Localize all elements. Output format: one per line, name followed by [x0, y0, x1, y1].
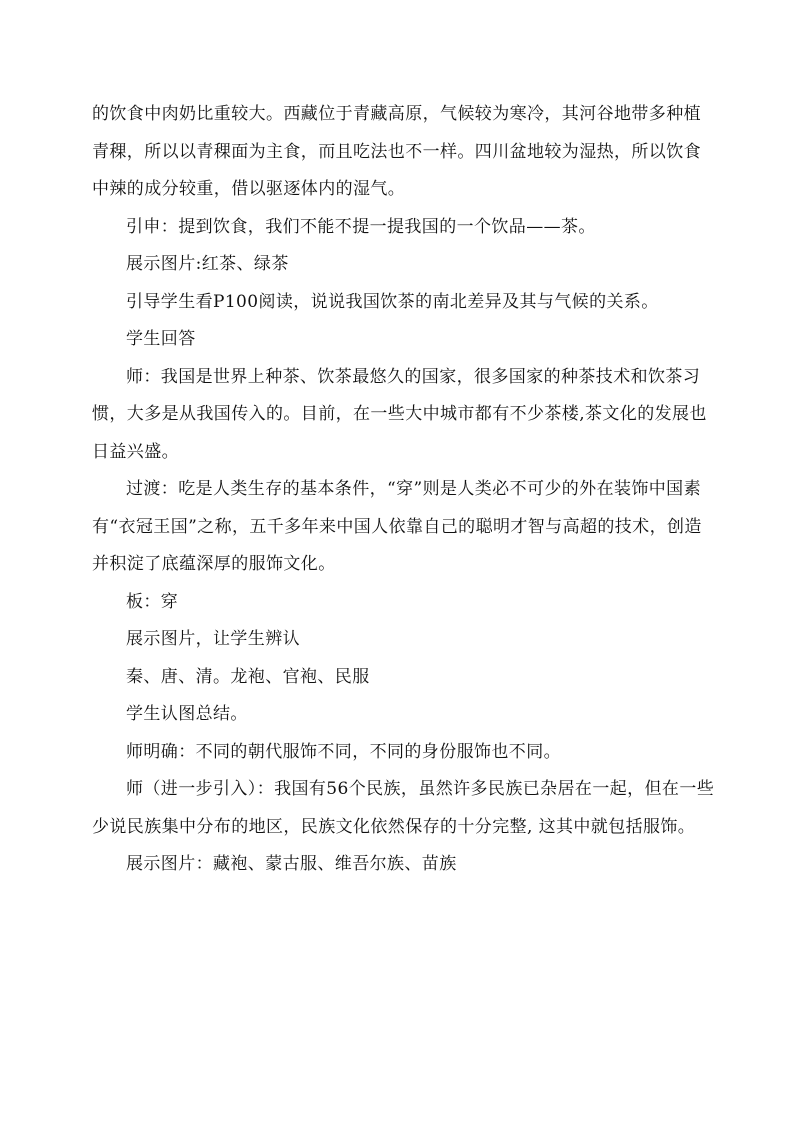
- paragraph: 过渡：吃是人类生存的基本条件，“穿”则是人类必不可少的外在装饰中国素有“衣冠王国”之称，五千多年来中国人依靠自己的聪明才智与高超的技术，创造并积淀了底蕴深厚的服饰文化。: [92, 479, 702, 574]
- paragraph: 板：穿: [126, 591, 179, 612]
- paragraph: 学生认图总结。: [126, 704, 248, 724]
- paragraph: 的饮食中肉奶比重较大。西藏位于青藏高原，气候较为寒冷，其河谷地带多种植青稞，所以以青稞面为主食，而且吃法也不一样。四川盆地较为湿热，所以饮食中辣的成分较重，借以驱逐体内的湿气。: [92, 104, 701, 199]
- paragraph: 展示图片：藏袍、蒙古服、维吾尔族、苗族: [126, 854, 457, 874]
- paragraph: 师（进一步引入）：我国有56个民族，虽然许多民族已杂居在一起，但在一些少说民族集中分布的地区，民族文化依然保存的十分完整, 这其中就包括服饰。: [92, 779, 715, 837]
- paragraph: 师：我国是世界上种茶、饮茶最悠久的国家，很多国家的种茶技术和饮茶习惯，大多是从我国传入的。目前，在一些大中城市都有不少茶楼,茶文化的发展也日益兴盛。: [92, 366, 707, 462]
- paragraph: 展示图片，让学生辨认: [126, 629, 300, 649]
- document-body: [92, 96, 716, 884]
- paragraph: 秦、唐、清。龙袍、官袍、民服: [126, 666, 370, 687]
- paragraph: 师明确：不同的朝代服饰不同，不同的身份服饰也不同。: [126, 741, 561, 762]
- paragraph: 学生回答: [126, 329, 196, 349]
- paragraph: 引导学生看P100阅读，说说我国饮茶的南北差异及其与气候的关系。: [126, 291, 659, 312]
- paragraph: 引申：提到饮食，我们不能不提一提我国的一个饮品——茶。: [126, 216, 596, 237]
- paragraph: 展示图片:红茶、绿茶: [126, 254, 289, 274]
